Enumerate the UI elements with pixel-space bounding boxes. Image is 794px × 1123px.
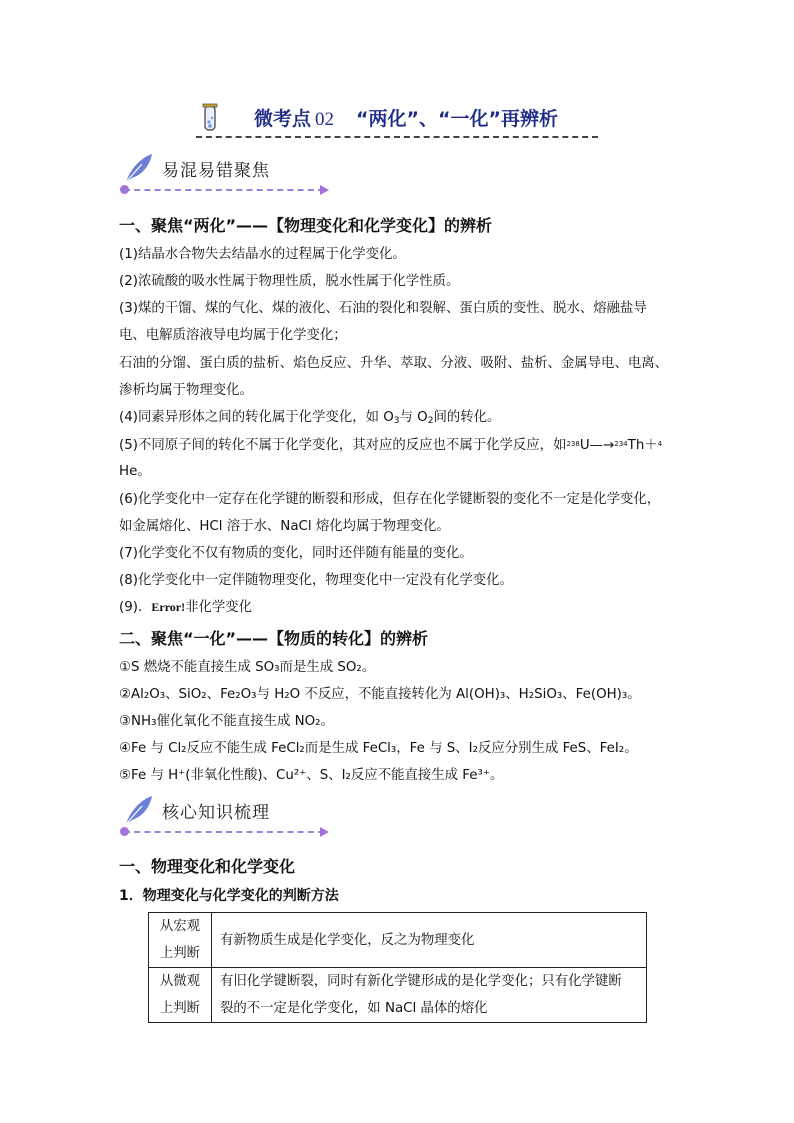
table-value-cell	[212, 968, 647, 1023]
paragraph: (2)浓硫酸的吸水性属于物理性质，脱水性属于化学性质。	[119, 274, 460, 289]
text: 与 O	[399, 410, 428, 425]
paragraph: 渗析均属于物理变化。	[119, 383, 253, 398]
paragraph: 如金属熔化、HCl 溶于水、NaCl 熔化均属于物理变化。	[119, 519, 450, 534]
list-item: ⑤Fe 与 H⁺(非氧化性酸)、Cu²⁺、S、I₂反应不能直接生成 Fe³⁺。	[119, 768, 504, 783]
table-row	[149, 913, 647, 968]
cell-text: 裂的不一定是化学变化，如 NaCl 晶体的熔化	[220, 1001, 488, 1016]
paragraph: (6)化学变化中一定存在化学键的断裂和形成，但存在化学键断裂的变化不一定是化学变化，	[119, 492, 661, 507]
banner-line	[124, 831, 324, 833]
error-field: Error!	[151, 600, 186, 614]
title-text	[254, 104, 558, 131]
paragraph: (7)化学变化不仅有物质的变化，同时还伴随有能量的变化。	[119, 546, 473, 561]
list-item: ①S 燃烧不能直接生成 SO₃而是生成 SO₂。	[119, 660, 376, 675]
text: Th＋	[627, 438, 658, 453]
title-main: 微考点	[254, 108, 312, 130]
paragraph	[119, 431, 689, 459]
sub-heading: 1．物理变化与化学变化的判断方法	[119, 888, 339, 904]
section-heading: 二、聚焦“一化”——【物质的转化】的辨析	[119, 629, 429, 648]
page-title	[196, 100, 598, 140]
paragraph: He。	[119, 464, 151, 479]
table-row	[149, 968, 647, 1023]
cell-text: 有旧化学键断裂，同时有新化学键形成的是化学变化；只有化学键断	[220, 974, 622, 989]
title-number: 02	[315, 109, 335, 130]
mass-number: 238	[566, 440, 580, 448]
list-item: ③NH₃催化氧化不能直接生成 NO₂。	[119, 714, 334, 729]
text: (4)同素异形体之间的转化属于化学变化，如 O	[119, 410, 394, 425]
cell-text: 上判断	[159, 1001, 201, 1016]
paragraph: (3)煤的干馏、煤的气化、煤的液化、石油的裂化和裂解、蛋白质的变性、脱水、熔融盐导	[119, 301, 647, 316]
title-underline	[196, 136, 598, 138]
table-key-cell	[149, 968, 212, 1023]
list-item: ④Fe 与 Cl₂反应不能生成 FeCl₂而是生成 FeCl₃，Fe 与 S、I₂反应分别生成 FeS、FeI₂。	[119, 741, 638, 756]
feather-icon	[122, 794, 156, 828]
paragraph: (8)化学变化中一定伴随物理变化，物理变化中一定没有化学变化。	[119, 573, 513, 588]
paragraph	[119, 594, 689, 621]
cell-text: 从宏观	[159, 919, 201, 934]
text: 间的转化。	[433, 410, 501, 425]
feather-icon	[122, 152, 156, 186]
title-topic: “两化”、“一化”再辨析	[356, 108, 558, 130]
banner-title: 核心知识梳理	[162, 803, 270, 823]
section-banner-confusions	[118, 152, 330, 202]
judgment-table	[148, 912, 647, 1023]
section-banner-knowledge	[118, 794, 330, 844]
cell-text: 从微观	[159, 974, 201, 989]
subscript: 2	[427, 416, 434, 426]
text: (5)不同原子间的转化不属于化学变化，其对应的反应也不属于化学反应，如	[119, 438, 567, 453]
banner-arrow	[320, 827, 329, 837]
subscript: 3	[393, 416, 400, 426]
text: (9)．	[119, 600, 152, 615]
paragraph: 石油的分馏、蛋白质的盐析、焰色反应、升华、萃取、分液、吸附、盐析、金属导电、电离、	[119, 356, 669, 371]
paragraph: (1)结晶水合物失去结晶水的过程属于化学变化。	[119, 247, 406, 262]
section-heading: 一、聚焦“两化”——【物理变化和化学变化】的辨析	[119, 216, 493, 235]
table-key-cell	[149, 913, 212, 968]
table-value-cell	[212, 913, 647, 968]
banner-title: 易混易错聚焦	[162, 161, 270, 181]
banner-arrow	[320, 185, 329, 195]
mass-number: 4	[657, 440, 663, 448]
section-heading: 一、物理变化和化学变化	[119, 857, 296, 876]
list-item: ②Al₂O₃、SiO₂、Fe₂O₃与 H₂O 不反应，不能直接转化为 Al(OH)₃、H₂SiO₃、Fe(OH)₃。	[119, 687, 641, 702]
text: U—→	[579, 438, 615, 453]
paragraph: 电、电解质溶液导电均属于化学变化；	[119, 328, 347, 343]
test-tube-icon	[200, 102, 220, 134]
cell-text: 有新物质生成是化学变化，反之为物理变化	[220, 932, 475, 948]
banner-line	[124, 189, 324, 191]
cell-text: 上判断	[159, 946, 201, 961]
text: 非化学变化	[185, 600, 253, 615]
mass-number: 234	[614, 440, 628, 448]
